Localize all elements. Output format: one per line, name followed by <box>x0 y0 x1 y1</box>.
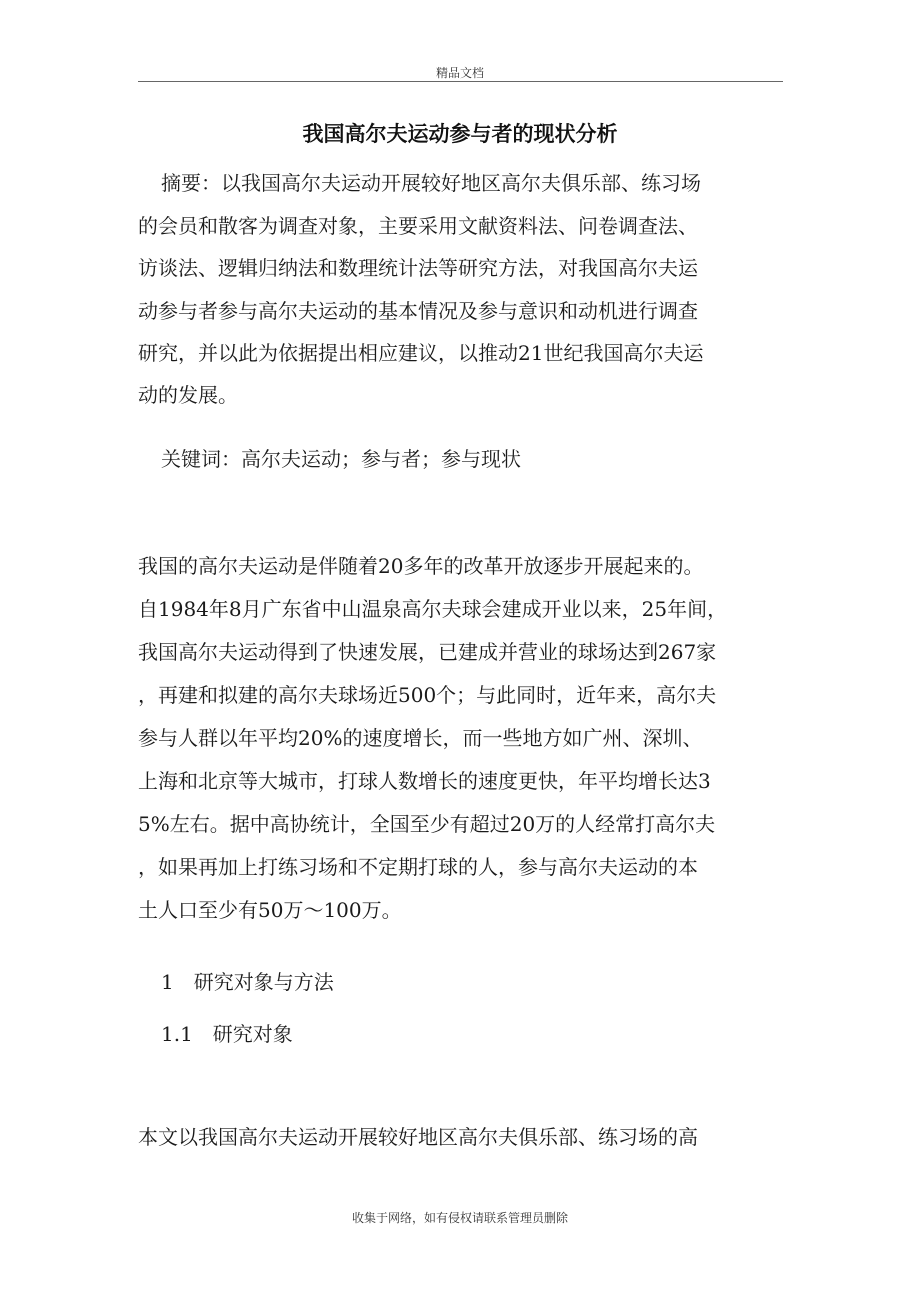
page-header: 精品文档 <box>435 66 484 80</box>
body-line: ，如果再加上打练习场和不定期打球的人，参与高尔夫运动的本 <box>138 855 698 879</box>
abstract-line: 动参与者参与高尔夫运动的基本情况及参与意识和动机进行调查 <box>138 299 698 323</box>
abstract-line: 的会员和散客为调查对象，主要采用文献资料法、问卷调查法、 <box>138 214 698 238</box>
section-heading-1: 1 研究对象与方法 <box>161 970 334 994</box>
body-line: 我国的高尔夫运动是伴随着20多年的改革开放逐步开展起来的。 <box>138 554 704 578</box>
section-heading-1-1: 1.1 研究对象 <box>161 1022 293 1046</box>
document-title: 我国高尔夫运动参与者的现状分析 <box>302 122 618 146</box>
body-line: 上海和北京等大城市，打球人数增长的速度更快，年平均增长达3 <box>138 769 711 793</box>
body-line: 参与人群以年平均20%的速度增长，而一些地方如广州、深圳、 <box>138 726 703 750</box>
keywords-line: 关键词：高尔夫运动；参与者；参与现状 <box>161 447 521 471</box>
header-divider <box>138 81 783 82</box>
body-line: ，再建和拟建的高尔夫球场近500个；与此同时，近年来，高尔夫 <box>138 683 717 707</box>
body-line: 本文以我国高尔夫运动开展较好地区高尔夫俱乐部、练习场的高 <box>138 1125 698 1149</box>
body-line: 5%左右。据中高协统计，全国至少有超过20万的人经常打高尔夫 <box>138 812 716 836</box>
abstract-line: 摘要：以我国高尔夫运动开展较好地区高尔夫俱乐部、练习场 <box>161 171 701 195</box>
body-line: 我国高尔夫运动得到了快速发展，已建成并营业的球场达到267家 <box>138 640 717 664</box>
body-line: 自1984年8月广东省中山温泉高尔夫球会建成开业以来，25年间， <box>138 597 728 621</box>
page-footer: 收集于网络，如有侵权请联系管理员删除 <box>351 1211 568 1225</box>
abstract-line: 动的发展。 <box>138 383 238 407</box>
abstract-line: 访谈法、逻辑归纳法和数理统计法等研究方法，对我国高尔夫运 <box>138 256 698 280</box>
abstract-line: 研究，并以此为依据提出相应建议，以推动21世纪我国高尔夫运 <box>138 341 704 365</box>
body-line: 土人口至少有50万～100万。 <box>138 898 402 922</box>
